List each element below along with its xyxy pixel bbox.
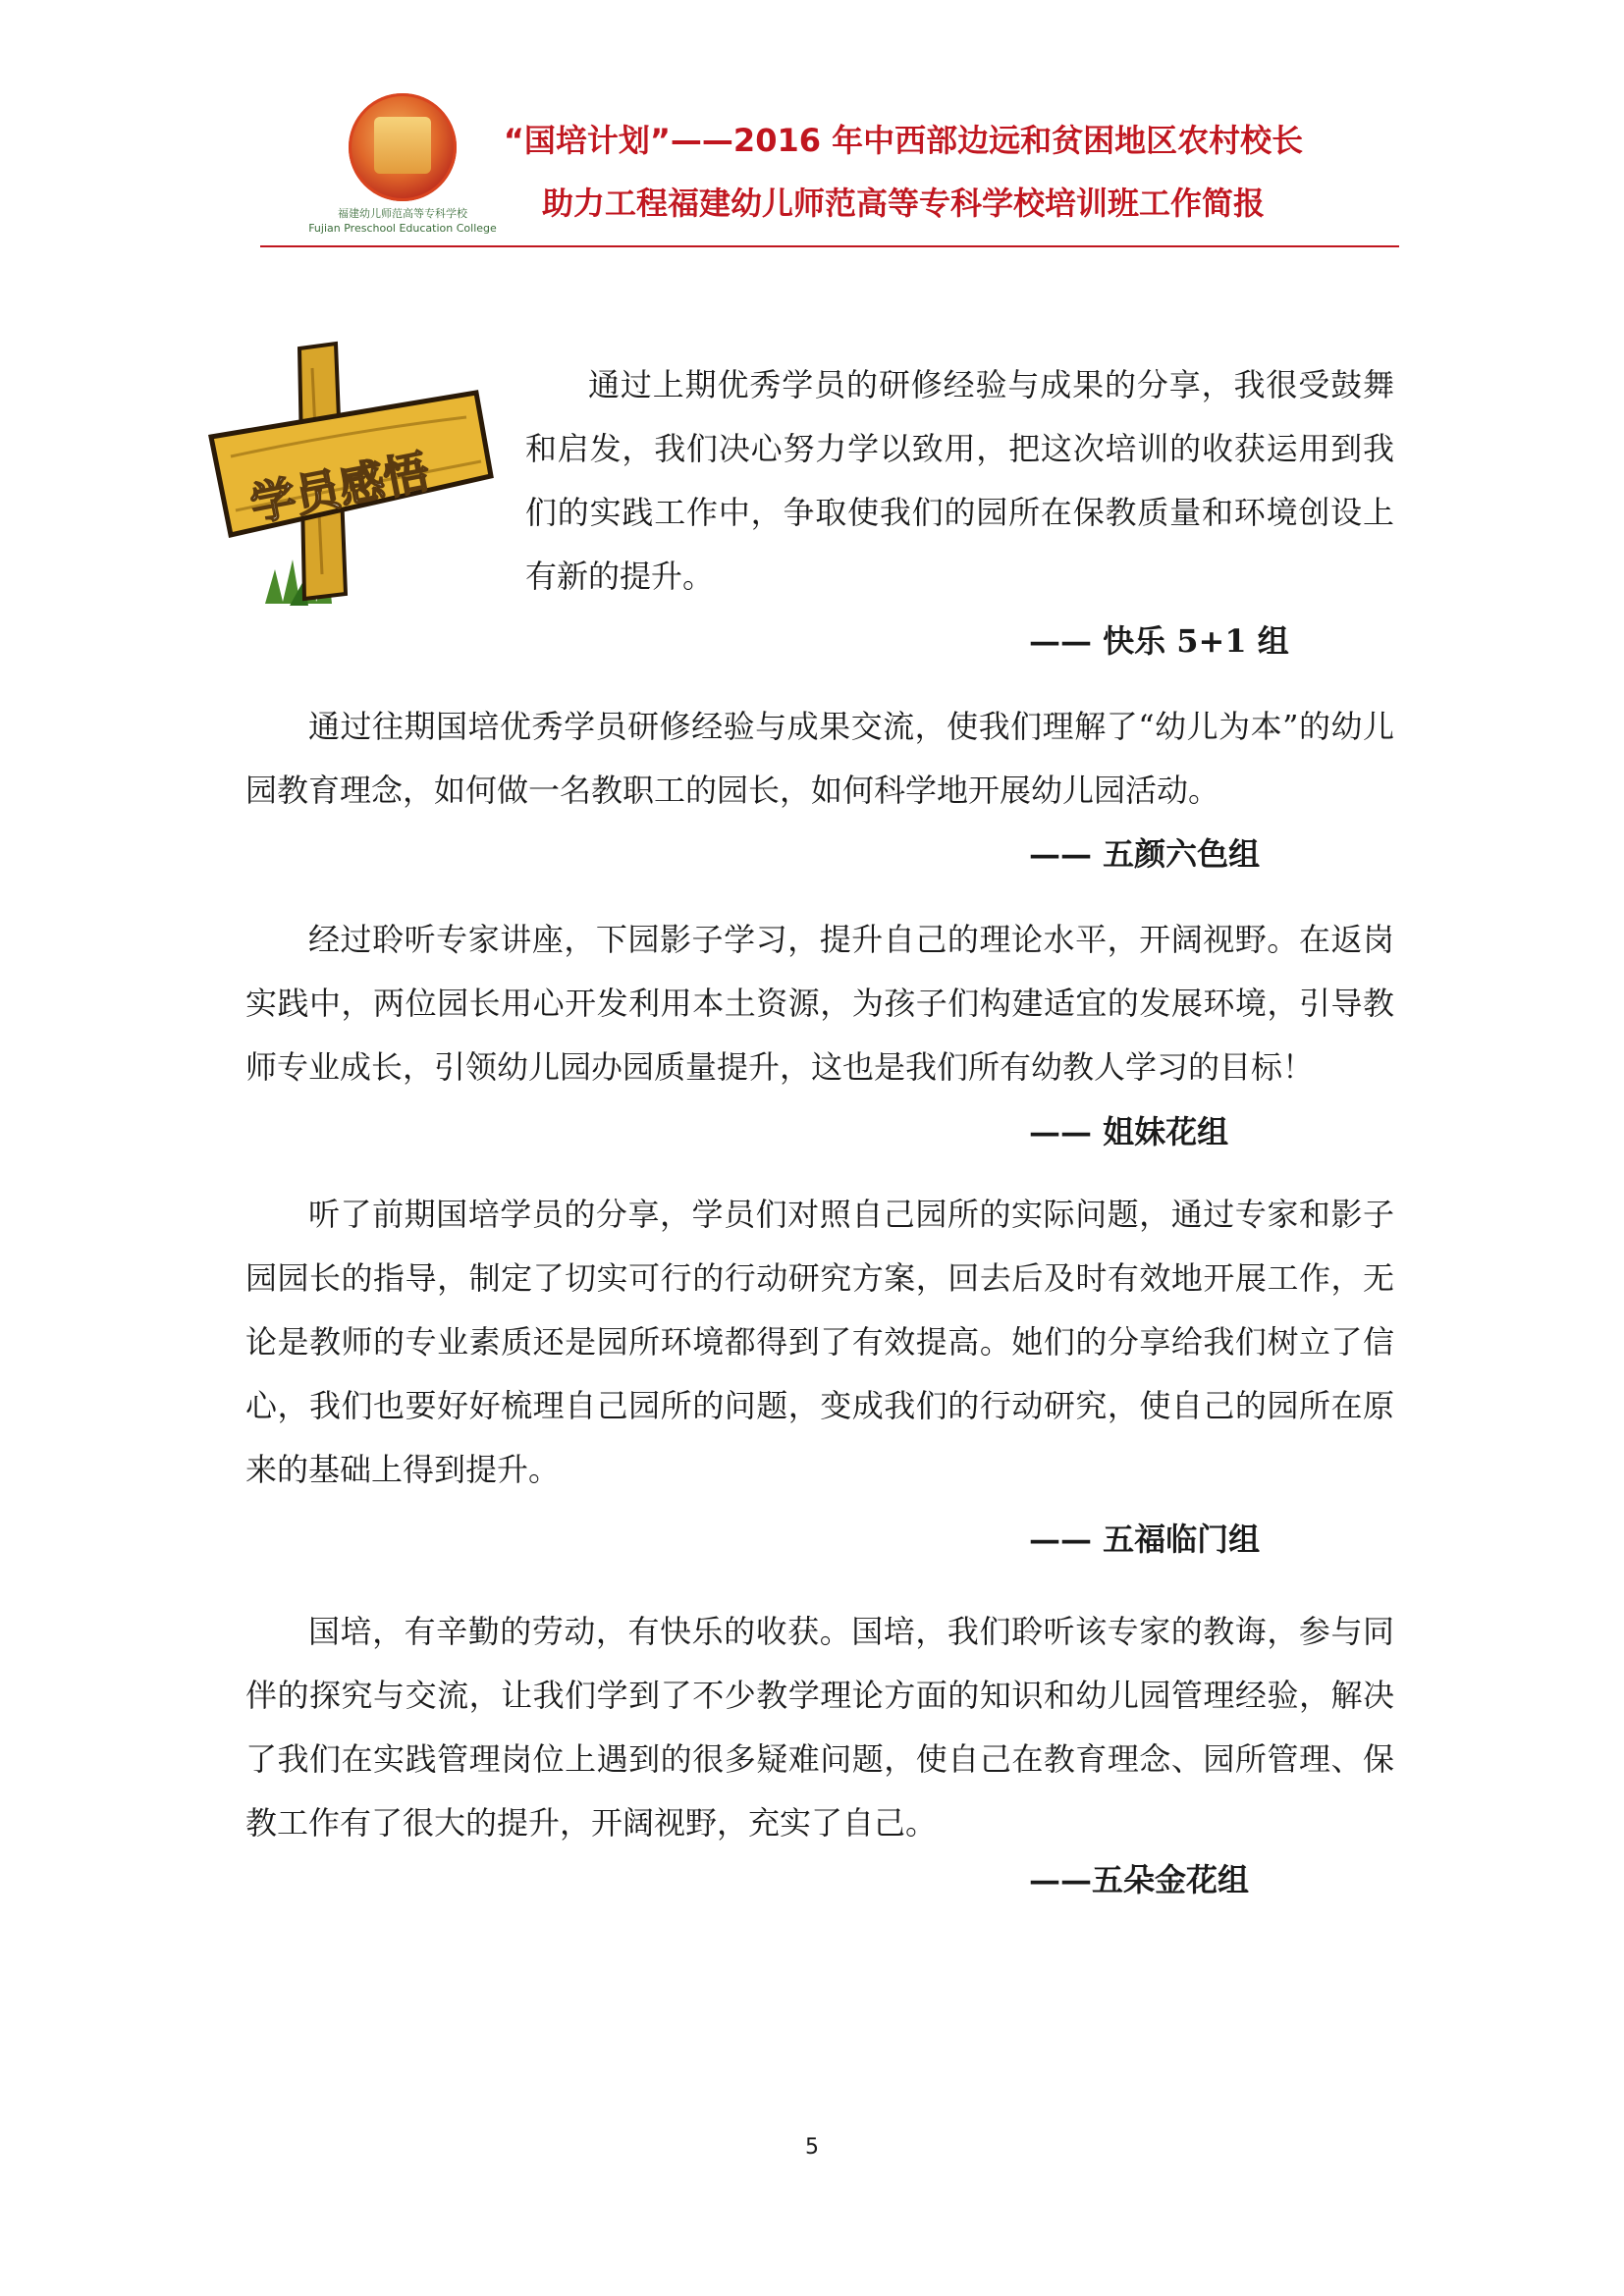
wooden-signpost-icon [206, 339, 501, 623]
sign-label: 学员感悟 [245, 445, 434, 532]
entry-text-1: 通过上期优秀学员的研修经验与成果的分享，我很受鼓舞和启发，我们决心努力学以致用，把这次培训的收获运用到我们的实践工作中，争取使我们的园所在保教质量和环境创设上有新的提升。 [525, 366, 1394, 595]
entry-signature-5: ——五朵金花组 [1029, 1861, 1250, 1898]
entry-signature-2: —— 五颜六色组 [1029, 835, 1261, 873]
college-seal-icon [349, 93, 457, 201]
header-title-line1: “国培计划”——2016 年中西部边远和贫困地区农村校长 [503, 122, 1304, 159]
entry-text-5: 国培，有辛勤的劳动，有快乐的收获。国培，我们聆听该专家的教诲，参与同伴的探究与交流，让我们学到了不少教学理论方面的知识和幼儿园管理经验，解决了我们在实践管理岗位上遇到的很多疑难问题，使自己在教育理念、园所管理、保教工作有了很大的提升，开阔视野，充实了自己。 [245, 1613, 1394, 1842]
entry-text-2: 通过往期国培优秀学员研修经验与成果交流，使我们理解了“幼儿为本”的幼儿园教育理念，如何做一名教职工的园长，如何科学地开展幼儿园活动。 [245, 708, 1394, 809]
entry-signature-3: —— 姐妹花组 [1029, 1113, 1229, 1150]
entry-signature-1: —— 快乐 5+1 组 [1029, 622, 1289, 660]
entry-text-3: 经过聆听专家讲座，下园影子学习，提升自己的理论水平，开阔视野。在返岗实践中，两位园长用心开发利用本土资源，为孩子们构建适宜的发展环境，引导教师专业成长，引领幼儿园办园质量提升，这也是我们所有幼教人学习的目标！ [245, 921, 1394, 1086]
entry-signature-4: —— 五福临门组 [1029, 1521, 1261, 1558]
logo-caption-cn: 福建幼儿师范高等专科学校 [338, 207, 467, 220]
logo-caption-en: Fujian Preschool Education College [308, 222, 497, 235]
header-divider [260, 245, 1399, 247]
page-number: 5 [805, 2135, 819, 2160]
header-title-line2: 助力工程福建幼儿师范高等专科学校培训班工作简报 [541, 185, 1265, 222]
page-header [0, 0, 1624, 255]
entry-text-4: 听了前期国培学员的分享，学员们对照自己园所的实际问题，通过专家和影子园园长的指导，制定了切实可行的行动研究方案，回去后及时有效地开展工作，无论是教师的专业素质还是园所环境都得到了有效提高。她们的分享给我们树立了信心，我们也要好好梳理自己园所的问题，变成我们的行动研究，使自己的园所在原来的基础上得到提升。 [245, 1196, 1394, 1488]
